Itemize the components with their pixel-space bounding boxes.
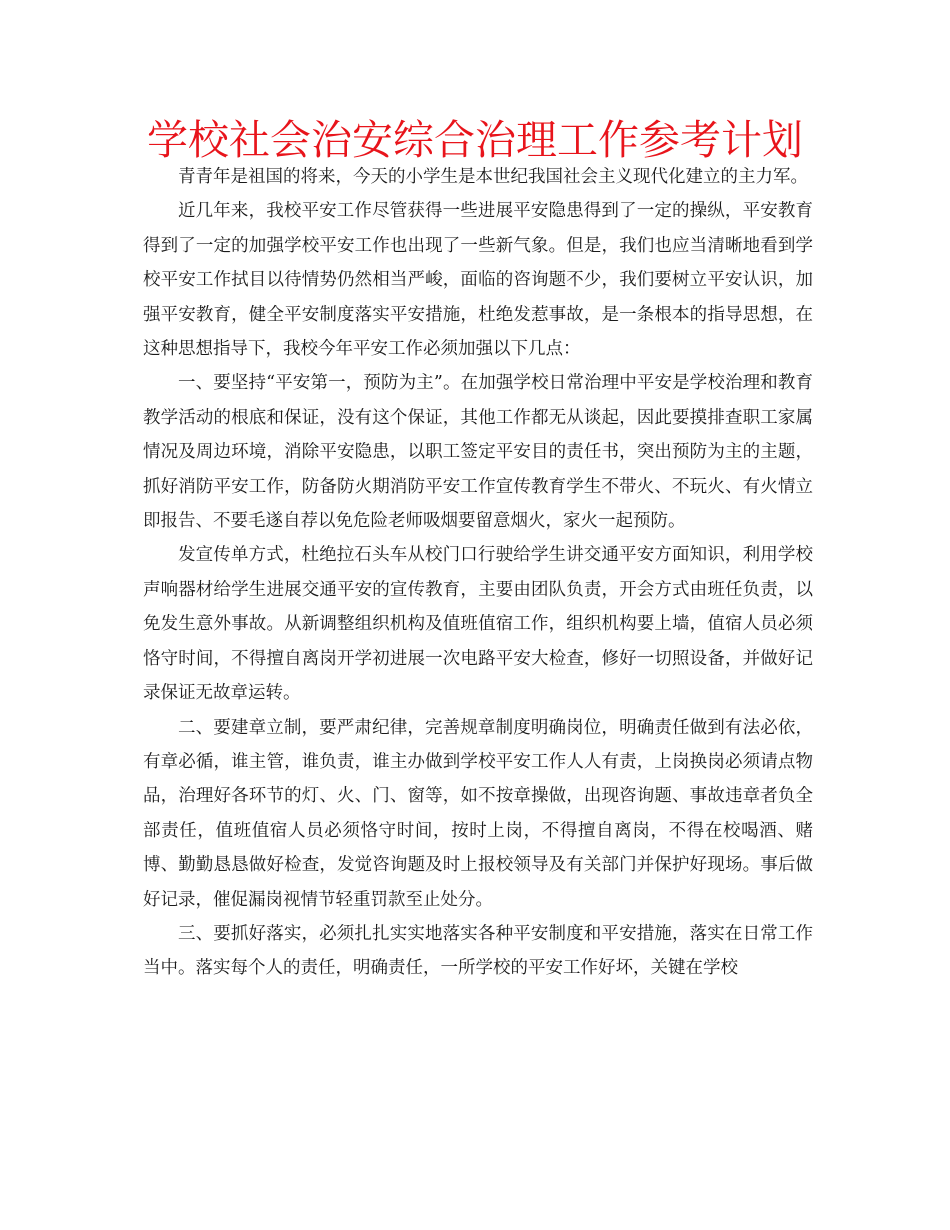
paragraph-situation: 近几年来，我校平安工作尽管获得一些进展平安隐患得到了一定的操纵，平安教育得到了一定的加强学校平安工作也出现了一些新气象。但是，我们也应当清晰地看到学校平安工作拭目以待情势仍然相当严峻，面临的咨询题不少，我们要树立平安认识，加强平安教育，健全平安制度落实平安措施，杜绝发惹事故，是一条根本的指导思想，在这种思想指导下，我校今年平安工作必须加强以下几点： [143, 201, 813, 360]
document-body [143, 160, 813, 986]
paragraph-point-3: 三、要抓好落实，必须扎扎实实地落实各种平安制度和平安措施，落实在日常工作当中。落实每个人的责任，明确责任，一所学校的平安工作好坏，关键在学校 [143, 923, 813, 979]
paragraph-traffic-safety: 发宣传单方式，杜绝拉石头车从校门口行驶给学生讲交通平安方面知识，利用学校声响器材给学生进展交通平安的宣传教育，主要由团队负责，开会方式由班任负责，以免发生意外事故。从新调整组织机构及值班值宿工作，组织机构要上墙，值宿人员必须恪守时间，不得擅自离岗开学初进展一次电路平安大检查，修好一切照设备，并做好记录保证无故章运转。 [143, 545, 813, 704]
paragraph-intro: 青青年是祖国的将来，今天的小学生是本世纪我国社会主义现代化建立的主力军。 [178, 167, 808, 187]
paragraph-point-2: 二、要建章立制，要严肃纪律，完善规章制度明确岗位，明确责任做到有法必依，有章必循，谁主管，谁负责，谁主办做到学校平安工作人人有责，上岗换岗必须请点物品，治理好各环节的灯、火、门、窗等，如不按章操做，出现咨询题、事故违章者负全部责任，值班值宿人员必须恪守时间，按时上岗，不得擅自离岗，不得在校喝酒、赌博、勤勤恳恳做好检查，发觉咨询题及时上报校领导及有关部门并保护好现场。事后做好记录，催促漏岗视情节轻重罚款至止处分。 [143, 717, 813, 910]
paragraph-point-1: 一、要坚持“平安第一，预防为主”。在加强学校日常治理中平安是学校治理和教育教学活动的根底和保证，没有这个保证，其他工作都无从谈起，因此要摸排查职工家属情况及周边环境，消除平安隐患，以职工签定平安目的责任书，突出预防为主的主题，抓好消防平安工作，防备防火期消防平安工作宣传教育学生不带火、不玩火、有火情立即报告、不要毛遂自荐以免危险老师吸烟要留意烟火，家火一起预防。 [143, 373, 813, 532]
document-title: 学校社会治安综合治理工作参考计划 [147, 116, 803, 164]
